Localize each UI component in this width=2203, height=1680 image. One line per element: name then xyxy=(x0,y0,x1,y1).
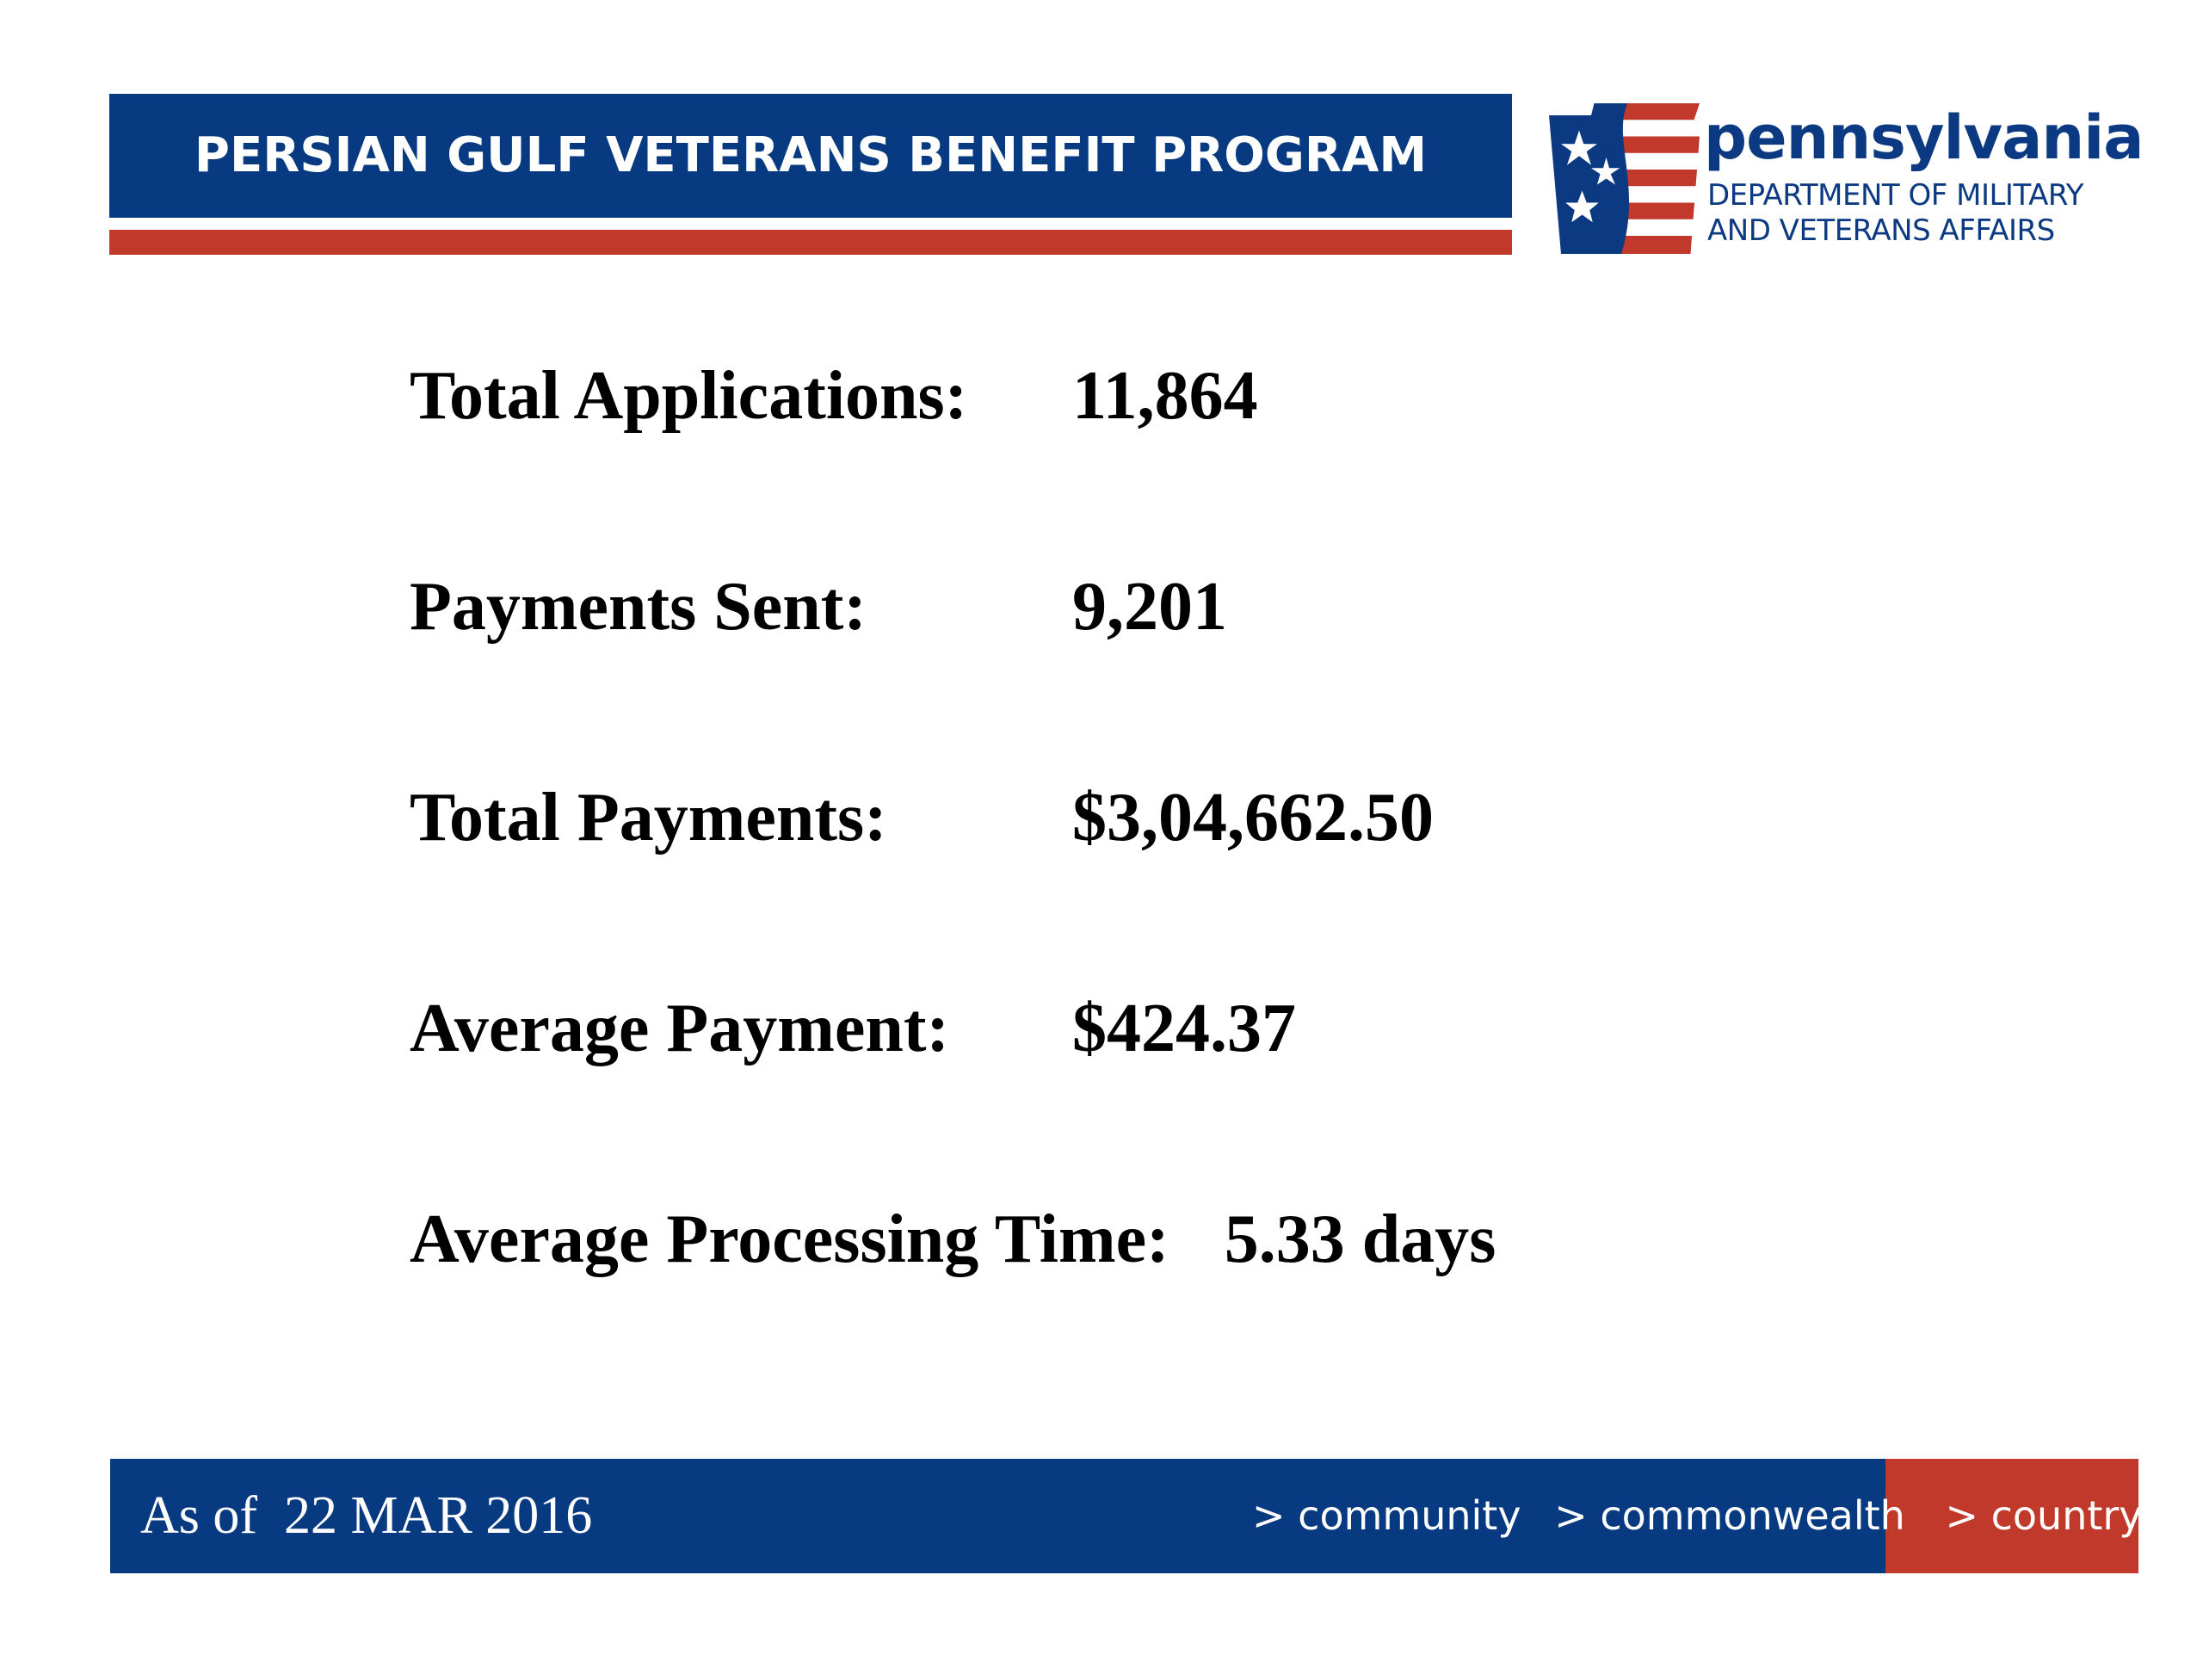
logo-wordmark: pennsylvania xyxy=(1704,102,2144,173)
logo-subtitle-line-2: AND VETERANS AFFAIRS xyxy=(1707,213,2055,248)
stat-value: $3,04,662.50 xyxy=(1072,780,1434,855)
stat-value: 11,864 xyxy=(1072,358,1258,434)
stat-label: Average Payment: xyxy=(410,991,950,1066)
stat-label: Total Applications: xyxy=(410,358,968,434)
stat-label: Average Processing Time: xyxy=(410,1201,1169,1277)
tagline-country: > country xyxy=(1945,1492,2143,1539)
logo-subtitle-line-1: DEPARTMENT OF MILITARY xyxy=(1707,178,2084,213)
stat-value: $424.37 xyxy=(1072,991,1296,1066)
stat-label: Payments Sent: xyxy=(410,569,867,645)
pennsylvania-keystone-flag-icon xyxy=(1549,103,1700,254)
stat-row-average-processing-time xyxy=(410,1192,1496,1287)
tagline-community: > community xyxy=(1252,1492,1521,1539)
footer-tagline xyxy=(1252,1459,2143,1573)
pa-dmva-logo xyxy=(1549,95,2151,258)
stat-value: 5.33 days xyxy=(1224,1201,1496,1277)
header-red-stripe xyxy=(109,230,1512,255)
page-title: PERSIAN GULF VETERANS BENEFIT PROGRAM xyxy=(194,127,1428,183)
header-banner xyxy=(109,94,1512,218)
stat-value: 9,201 xyxy=(1072,569,1227,645)
footer-date: As of 22 MAR 2016 xyxy=(140,1486,593,1545)
tagline-commonwealth: > commonwealth xyxy=(1554,1492,1905,1539)
stat-label: Total Payments: xyxy=(410,780,887,855)
